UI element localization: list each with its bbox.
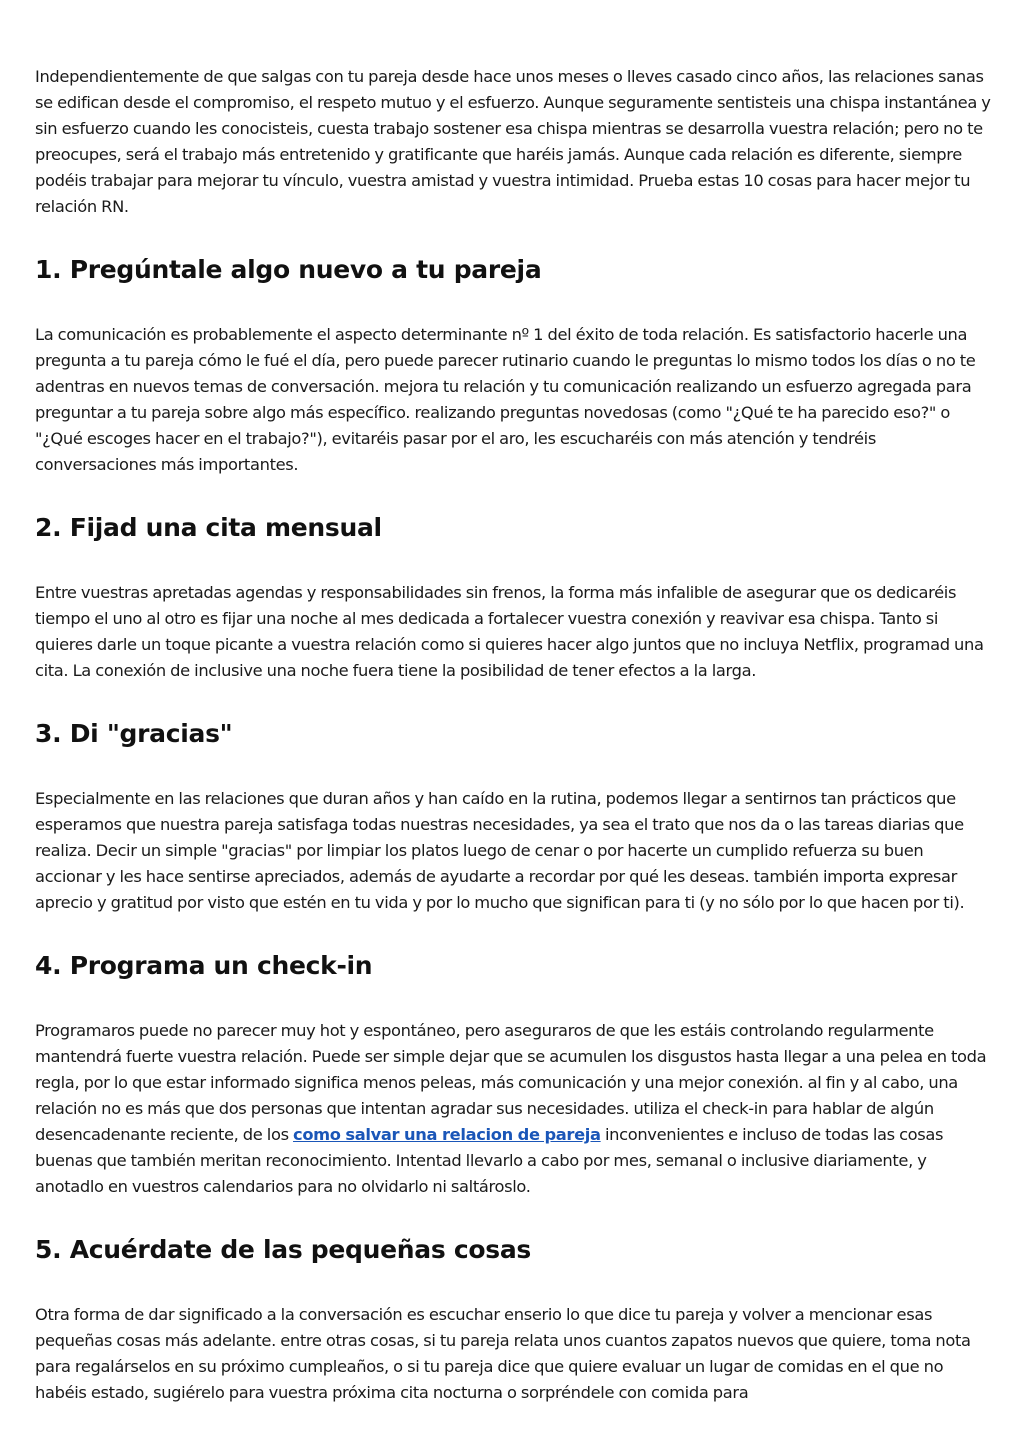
section-3 xyxy=(35,717,991,916)
section-body xyxy=(35,1018,991,1200)
section-body-before: Programaros puede no parecer muy hot y espontáneo, pero aseguraros de que les estáis controlando regularmente mantendrá fuerte vuestra relación. Puede ser simple dejar que se acumulen los disgustos hasta llegar a una pelea en toda regla, por lo que estar informado significa menos peleas, más comunicación y una mejor conexión. al fin y al cabo, una relación no es más que dos personas que intentan agradar sus necesidades. utiliza el check-in para hablar de algún desencadenante reciente, de los xyxy=(35,1021,987,1144)
section-heading: 2. Fijad una cita mensual xyxy=(35,513,382,542)
section-heading: 5. Acuérdate de las pequeñas cosas xyxy=(35,1235,531,1264)
intro-paragraph: Independientemente de que salgas con tu pareja desde hace unos meses o lleves casado cinco años, las relaciones sanas se edifican desde el compromiso, el respeto mutuo y el esfuerzo. Aunque seguramente sentisteis una chispa instantánea y sin esfuerzo cuando les conocisteis, cuesta trabajo sostener esa chispa mientras se desarrolla vuestra relación; pero no te preocupes, será el trabajo más entretenido y gratificante que haréis jamás. Aunque cada relación es diferente, siempre podéis trabajar para mejorar tu vínculo, vuestra amistad y vuestra intimidad. Prueba estas 10 cosas para hacer mejor tu relación RN. xyxy=(35,67,991,216)
section-body-after: inconvenientes e incluso de todas las cosas buenas que también meritan reconocimiento. Intentad llevarlo a cabo por mes, semanal o inclusive diariamente, y anotadlo en vuestros calendarios para no olvidarlo ni saltároslo. xyxy=(35,1125,944,1196)
section-body: La comunicación es probablemente el aspecto determinante nº 1 del éxito de toda relación. Es satisfactorio hacerle una pregunta a tu pareja cómo le fué el día, pero puede parecer rutinario cuando le preguntas lo mismo todos los días o no te adentras en nuevos temas de conversación. mejora tu relación y tu comunicación realizando un esfuerzo agregada para preguntar a tu pareja sobre algo más específico. realizando preguntas novedosas (como "¿Qué te ha parecido eso?" o "¿Qué escoges hacer en el trabajo?"), evitaréis pasar por el aro, les escucharéis con más atención y tendréis conversaciones más importantes. xyxy=(35,325,976,474)
section-1 xyxy=(35,253,991,478)
section-4 xyxy=(35,949,991,1200)
section-2 xyxy=(35,511,991,684)
section-heading: 3. Di "gracias" xyxy=(35,719,233,748)
article xyxy=(35,64,991,1439)
section-body: Entre vuestras apretadas agendas y responsabilidades sin frenos, la forma más infalible de asegurar que os dedicaréis tiempo el uno al otro es fijar una noche al mes dedicada a fortalecer vuestra conexión y reavivar esa chispa. Tanto si quieres darle un toque picante a vuestra relación como si quieres hacer algo juntos que no incluya Netflix, programad una cita. La conexión de inclusive una noche fuera tiene la posibilidad de tener efectos a la larga. xyxy=(35,583,984,680)
section-5 xyxy=(35,1233,991,1406)
section-heading: 4. Programa un check-in xyxy=(35,951,373,980)
section-body: Otra forma de dar significado a la conversación es escuchar enserio lo que dice tu pareja y volver a mencionar esas pequeñas cosas más adelante. entre otras cosas, si tu pareja relata unos cuantos zapatos nuevos que quiere, toma nota para regalárselos en su próximo cumpleaños, o si tu pareja dice que quiere evaluar un lugar de comidas en el que no habéis estado, sugiérelo para vuestra próxima cita nocturna o sorpréndele con comida para xyxy=(35,1305,971,1402)
article-link[interactable]: como salvar una relacion de pareja xyxy=(293,1125,601,1144)
section-body: Especialmente en las relaciones que duran años y han caído en la rutina, podemos llegar a sentirnos tan prácticos que esperamos que nuestra pareja satisfaga todas nuestras necesidades, ya sea el trato que nos da o las tareas diarias que realiza. Decir un simple "gracias" por limpiar los platos luego de cenar o por hacerte un cumplido refuerza su buen accionar y les hace sentirse apreciados, además de ayudarte a recordar por qué les deseas. también importa expresar aprecio y gratitud por visto que estén en tu vida y por lo mucho que significan para ti (y no sólo por lo que hacen por ti). xyxy=(35,789,965,912)
section-heading: 1. Pregúntale algo nuevo a tu pareja xyxy=(35,255,542,284)
